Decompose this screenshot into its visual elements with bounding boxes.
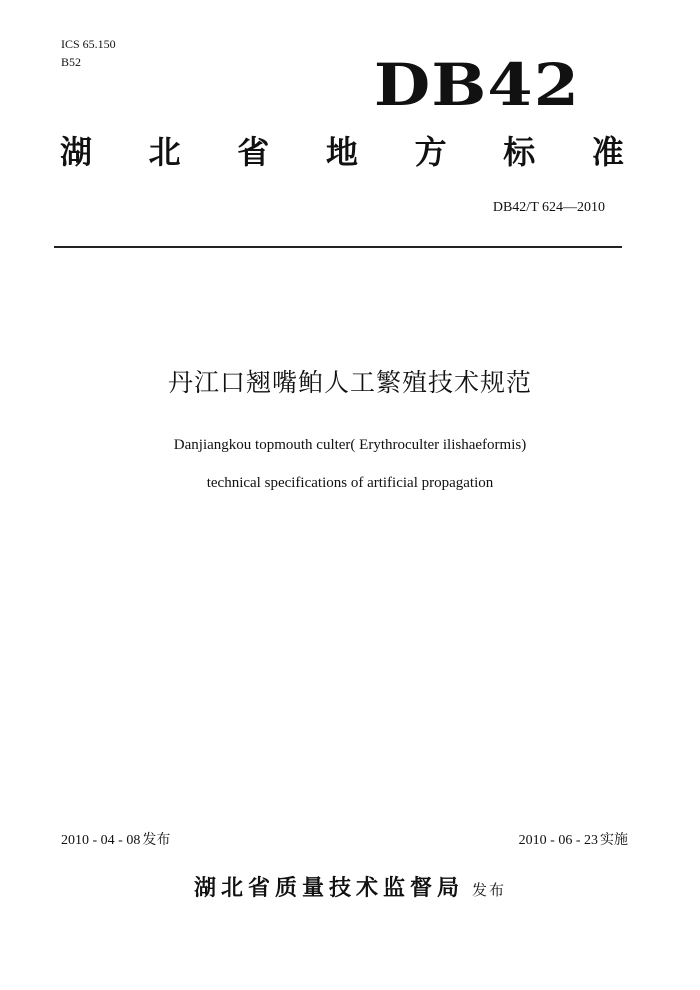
implementation-date-value: 2010 - 06 - 23 <box>518 833 598 848</box>
standard-type-char: 省 <box>237 133 270 171</box>
issue-date-label: 发布 <box>142 832 171 848</box>
standard-number: DB42/T 624—2010 <box>492 200 605 215</box>
standard-type-char: 准 <box>591 133 624 171</box>
ccs-code: B52 <box>61 55 82 69</box>
issuing-label: 发布 <box>472 881 507 899</box>
issue-date <box>61 831 170 850</box>
header-divider <box>54 246 622 248</box>
standard-type-char: 北 <box>148 133 181 171</box>
standard-type-heading <box>58 134 626 170</box>
standard-type-char: 地 <box>325 133 358 171</box>
title-chinese: 丹江口翘嘴鲌人工繁殖技术规范 <box>167 368 532 397</box>
title-english-line-2: technical specifications of artificial propagation <box>206 475 494 491</box>
issuing-organization: 湖北省质量技术监督局 <box>193 876 464 901</box>
issue-date-value: 2010 - 04 - 08 <box>61 833 141 848</box>
implementation-date <box>519 831 628 850</box>
standard-logo: DB42 <box>373 51 580 119</box>
issuing-authority <box>0 876 700 903</box>
title-english-line-1: Danjiangkou topmouth culter( Erythroculter ilishaeformis) <box>173 437 527 453</box>
ics-code: ICS 65.150 <box>61 37 116 51</box>
standard-type-char: 湖 <box>59 133 92 171</box>
standard-type-char: 标 <box>503 133 536 171</box>
standard-type-char: 方 <box>414 133 447 171</box>
implementation-date-label: 实施 <box>600 832 628 848</box>
